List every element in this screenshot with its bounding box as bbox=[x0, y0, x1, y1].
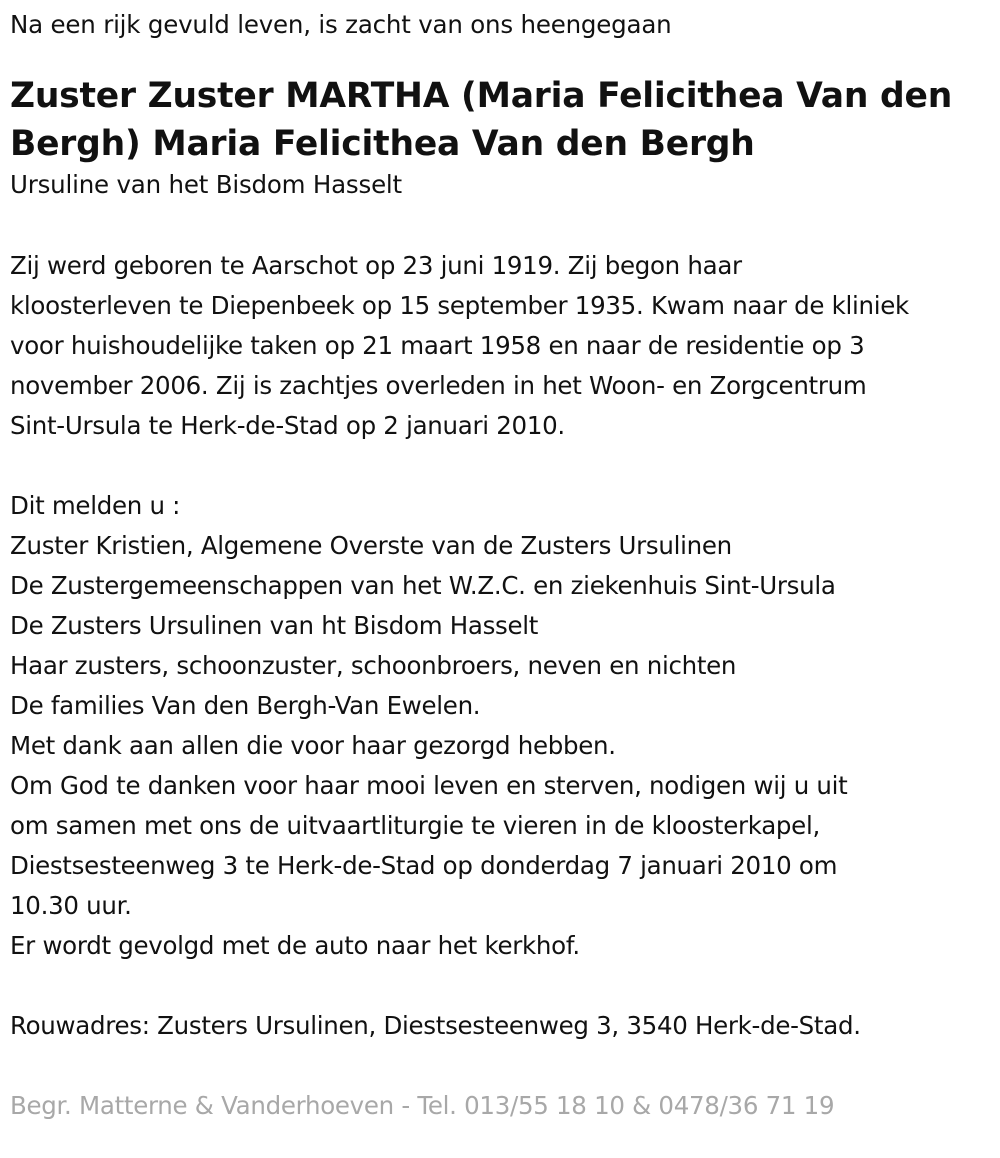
bio-line: kloosterleven te Diepenbeek op 15 september 1935. Kwam naar de kliniek bbox=[10, 291, 909, 320]
announce-line: 10.30 uur. bbox=[10, 891, 132, 920]
announce-line: Met dank aan allen die voor haar gezorgd hebben. bbox=[10, 731, 616, 760]
name-line: Zuster Zuster MARTHA (Maria Felicithea Van den bbox=[10, 76, 953, 116]
announce-line: Er wordt gevolgd met de auto naar het kerkhof. bbox=[10, 931, 580, 960]
bio-line: voor huishoudelijke taken op 21 maart 1958 en naar de residentie op 3 bbox=[10, 331, 865, 360]
announce-line: Zuster Kristien, Algemene Overste van de Zusters Ursulinen bbox=[10, 531, 732, 560]
name-line: Bergh) Maria Felicithea Van den Bergh bbox=[10, 124, 755, 164]
announce-line: De Zustergemeenschappen van het W.Z.C. en ziekenhuis Sint-Ursula bbox=[10, 571, 836, 600]
address-line: Rouwadres: Zusters Ursulinen, Diestsesteenweg 3, 3540 Herk-de-Stad. bbox=[10, 1011, 861, 1040]
announce-line: Dit melden u : bbox=[10, 491, 181, 520]
subtitle: Ursuline van het Bisdom Hasselt bbox=[10, 170, 402, 199]
bio-line: Sint-Ursula te Herk-de-Stad op 2 januari 2010. bbox=[10, 411, 565, 440]
announce-line: De Zusters Ursulinen van ht Bisdom Hasselt bbox=[10, 611, 539, 640]
bio-line: Zij werd geboren te Aarschot op 23 juni 1919. Zij begon haar bbox=[10, 251, 742, 280]
announce-line: om samen met ons de uitvaartliturgie te vieren in de kloosterkapel, bbox=[10, 811, 820, 840]
mourning-address bbox=[10, 1006, 990, 1046]
biography bbox=[10, 246, 990, 446]
bio-line: november 2006. Zij is zachtjes overleden in het Woon- en Zorgcentrum bbox=[10, 371, 867, 400]
announce-line: Haar zusters, schoonzuster, schoonbroers, neven en nichten bbox=[10, 651, 737, 680]
announce-line: De families Van den Bergh-Van Ewelen. bbox=[10, 691, 481, 720]
deceased-name bbox=[10, 72, 990, 168]
funeral-director-footer: Begr. Matterne & Vanderhoeven - Tel. 013/55 18 10 & 0478/36 71 19 bbox=[10, 1091, 835, 1120]
announce-line: Diestsesteenweg 3 te Herk-de-Stad op donderdag 7 januari 2010 om bbox=[10, 851, 838, 880]
announce-line: Om God te danken voor haar mooi leven en sterven, nodigen wij u uit bbox=[10, 771, 848, 800]
announcement bbox=[10, 486, 990, 966]
intro-text: Na een rijk gevuld leven, is zacht van ons heengegaan bbox=[10, 10, 672, 39]
